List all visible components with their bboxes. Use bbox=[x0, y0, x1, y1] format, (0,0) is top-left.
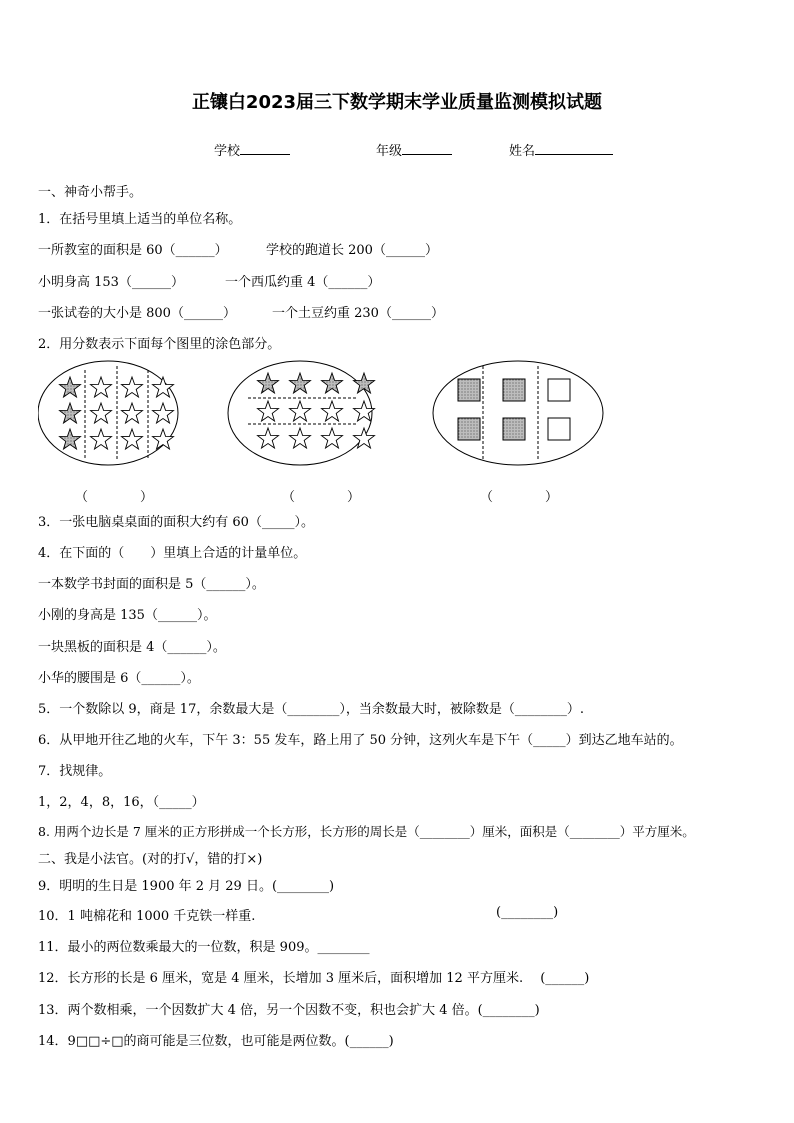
q4-item-d: 小华的腰围是 6（______）。 bbox=[38, 671, 200, 686]
q13: 13．两个数相乘，一个因数扩大 4 倍，另一个因数不变，积也会扩大 4 倍。(________) bbox=[38, 1003, 540, 1018]
q4-item-b: 小刚的身高是 135（______）。 bbox=[38, 608, 217, 623]
figure-2 bbox=[228, 361, 375, 465]
q10-text: 10．1 吨棉花和 1000 千克铁一样重. bbox=[38, 909, 256, 924]
section-1-heading: 一、神奇小帮手。 bbox=[38, 185, 143, 200]
q1-item-watermelon: 一个西瓜约重 4（______） bbox=[225, 275, 381, 290]
q4-item-c: 一块黑板的面积是 4（______）。 bbox=[38, 640, 226, 655]
q2-figures bbox=[38, 358, 608, 470]
q2-answer-2[interactable]: （ ） bbox=[282, 490, 361, 505]
school-blank[interactable] bbox=[240, 142, 290, 155]
q4-item-a: 一本数学书封面的面积是 5（______）。 bbox=[38, 577, 265, 592]
q6: 6．从甲地开往乙地的火车，下午 3：55 发车，路上用了 50 分钟，这列火车是下午（_____）到达乙地车站的。 bbox=[38, 733, 683, 748]
q1-item-track: 学校的跑道长 200（______） bbox=[266, 243, 438, 258]
q1-stem: 1．在括号里填上适当的单位名称。 bbox=[38, 212, 242, 227]
q2-stem: 2．用分数表示下面每个图里的涂色部分。 bbox=[38, 337, 281, 352]
q2-answer-3[interactable]: （ ） bbox=[480, 490, 559, 505]
grade-label: 年级 bbox=[376, 144, 403, 159]
grade-blank[interactable] bbox=[402, 142, 452, 155]
q1-item-potato: 一个土豆约重 230（______） bbox=[272, 306, 444, 321]
q1-row-2 bbox=[38, 271, 381, 290]
q7-sequence: 1，2，4，8，16，（_____） bbox=[38, 795, 205, 810]
q9: 9．明明的生日是 1900 年 2 月 29 日。(________) bbox=[38, 879, 335, 894]
q14: 14．9□□÷□的商可能是三位数，也可能是两位数。(______) bbox=[38, 1034, 394, 1049]
name-label: 姓名 bbox=[509, 144, 536, 159]
q3: 3．一张电脑桌桌面的面积大约有 60（_____）。 bbox=[38, 515, 314, 530]
q10 bbox=[38, 905, 559, 924]
q5: 5．一个数除以 9，商是 17，余数最大是（________），当余数最大时，被除数是（________）. bbox=[38, 702, 584, 717]
q1-item-paper: 一张试卷的大小是 800（______） bbox=[38, 306, 236, 321]
q1-row-3 bbox=[38, 302, 444, 321]
q10-answer[interactable]: (________) bbox=[496, 905, 559, 920]
q1-item-height: 小明身高 153（______） bbox=[38, 275, 184, 290]
q2-answer-1[interactable]: （ ） bbox=[75, 490, 154, 505]
section-2-heading: 二、我是小法官。(对的打√，错的打×) bbox=[38, 852, 263, 867]
q4-stem: 4．在下面的（ ）里填上合适的计量单位。 bbox=[38, 546, 307, 561]
page-title: 正镶白2023届三下数学期末学业质量监测模拟试题 bbox=[191, 92, 603, 113]
q1-row-1 bbox=[38, 239, 438, 258]
q11: 11．最小的两位数乘最大的一位数，积是 909。________ bbox=[38, 940, 370, 955]
q12: 12．长方形的长是 6 厘米，宽是 4 厘米，长增加 3 厘米后，面积增加 12 平方厘米. (______) bbox=[38, 971, 590, 986]
name-field bbox=[509, 140, 613, 159]
name-blank[interactable] bbox=[535, 142, 613, 155]
q7-stem: 7．找规律。 bbox=[38, 764, 112, 779]
q8: 8. 用两个边长是 7 厘米的正方形拼成一个长方形，长方形的周长是（________）厘米，面积是（________）平方厘米。 bbox=[38, 824, 695, 839]
school-field bbox=[214, 140, 290, 159]
figure-1 bbox=[38, 361, 178, 465]
q1-item-classroom: 一所教室的面积是 60（______） bbox=[38, 243, 228, 258]
school-label: 学校 bbox=[214, 144, 241, 159]
figure-3 bbox=[433, 361, 603, 465]
grade-field bbox=[376, 140, 452, 159]
